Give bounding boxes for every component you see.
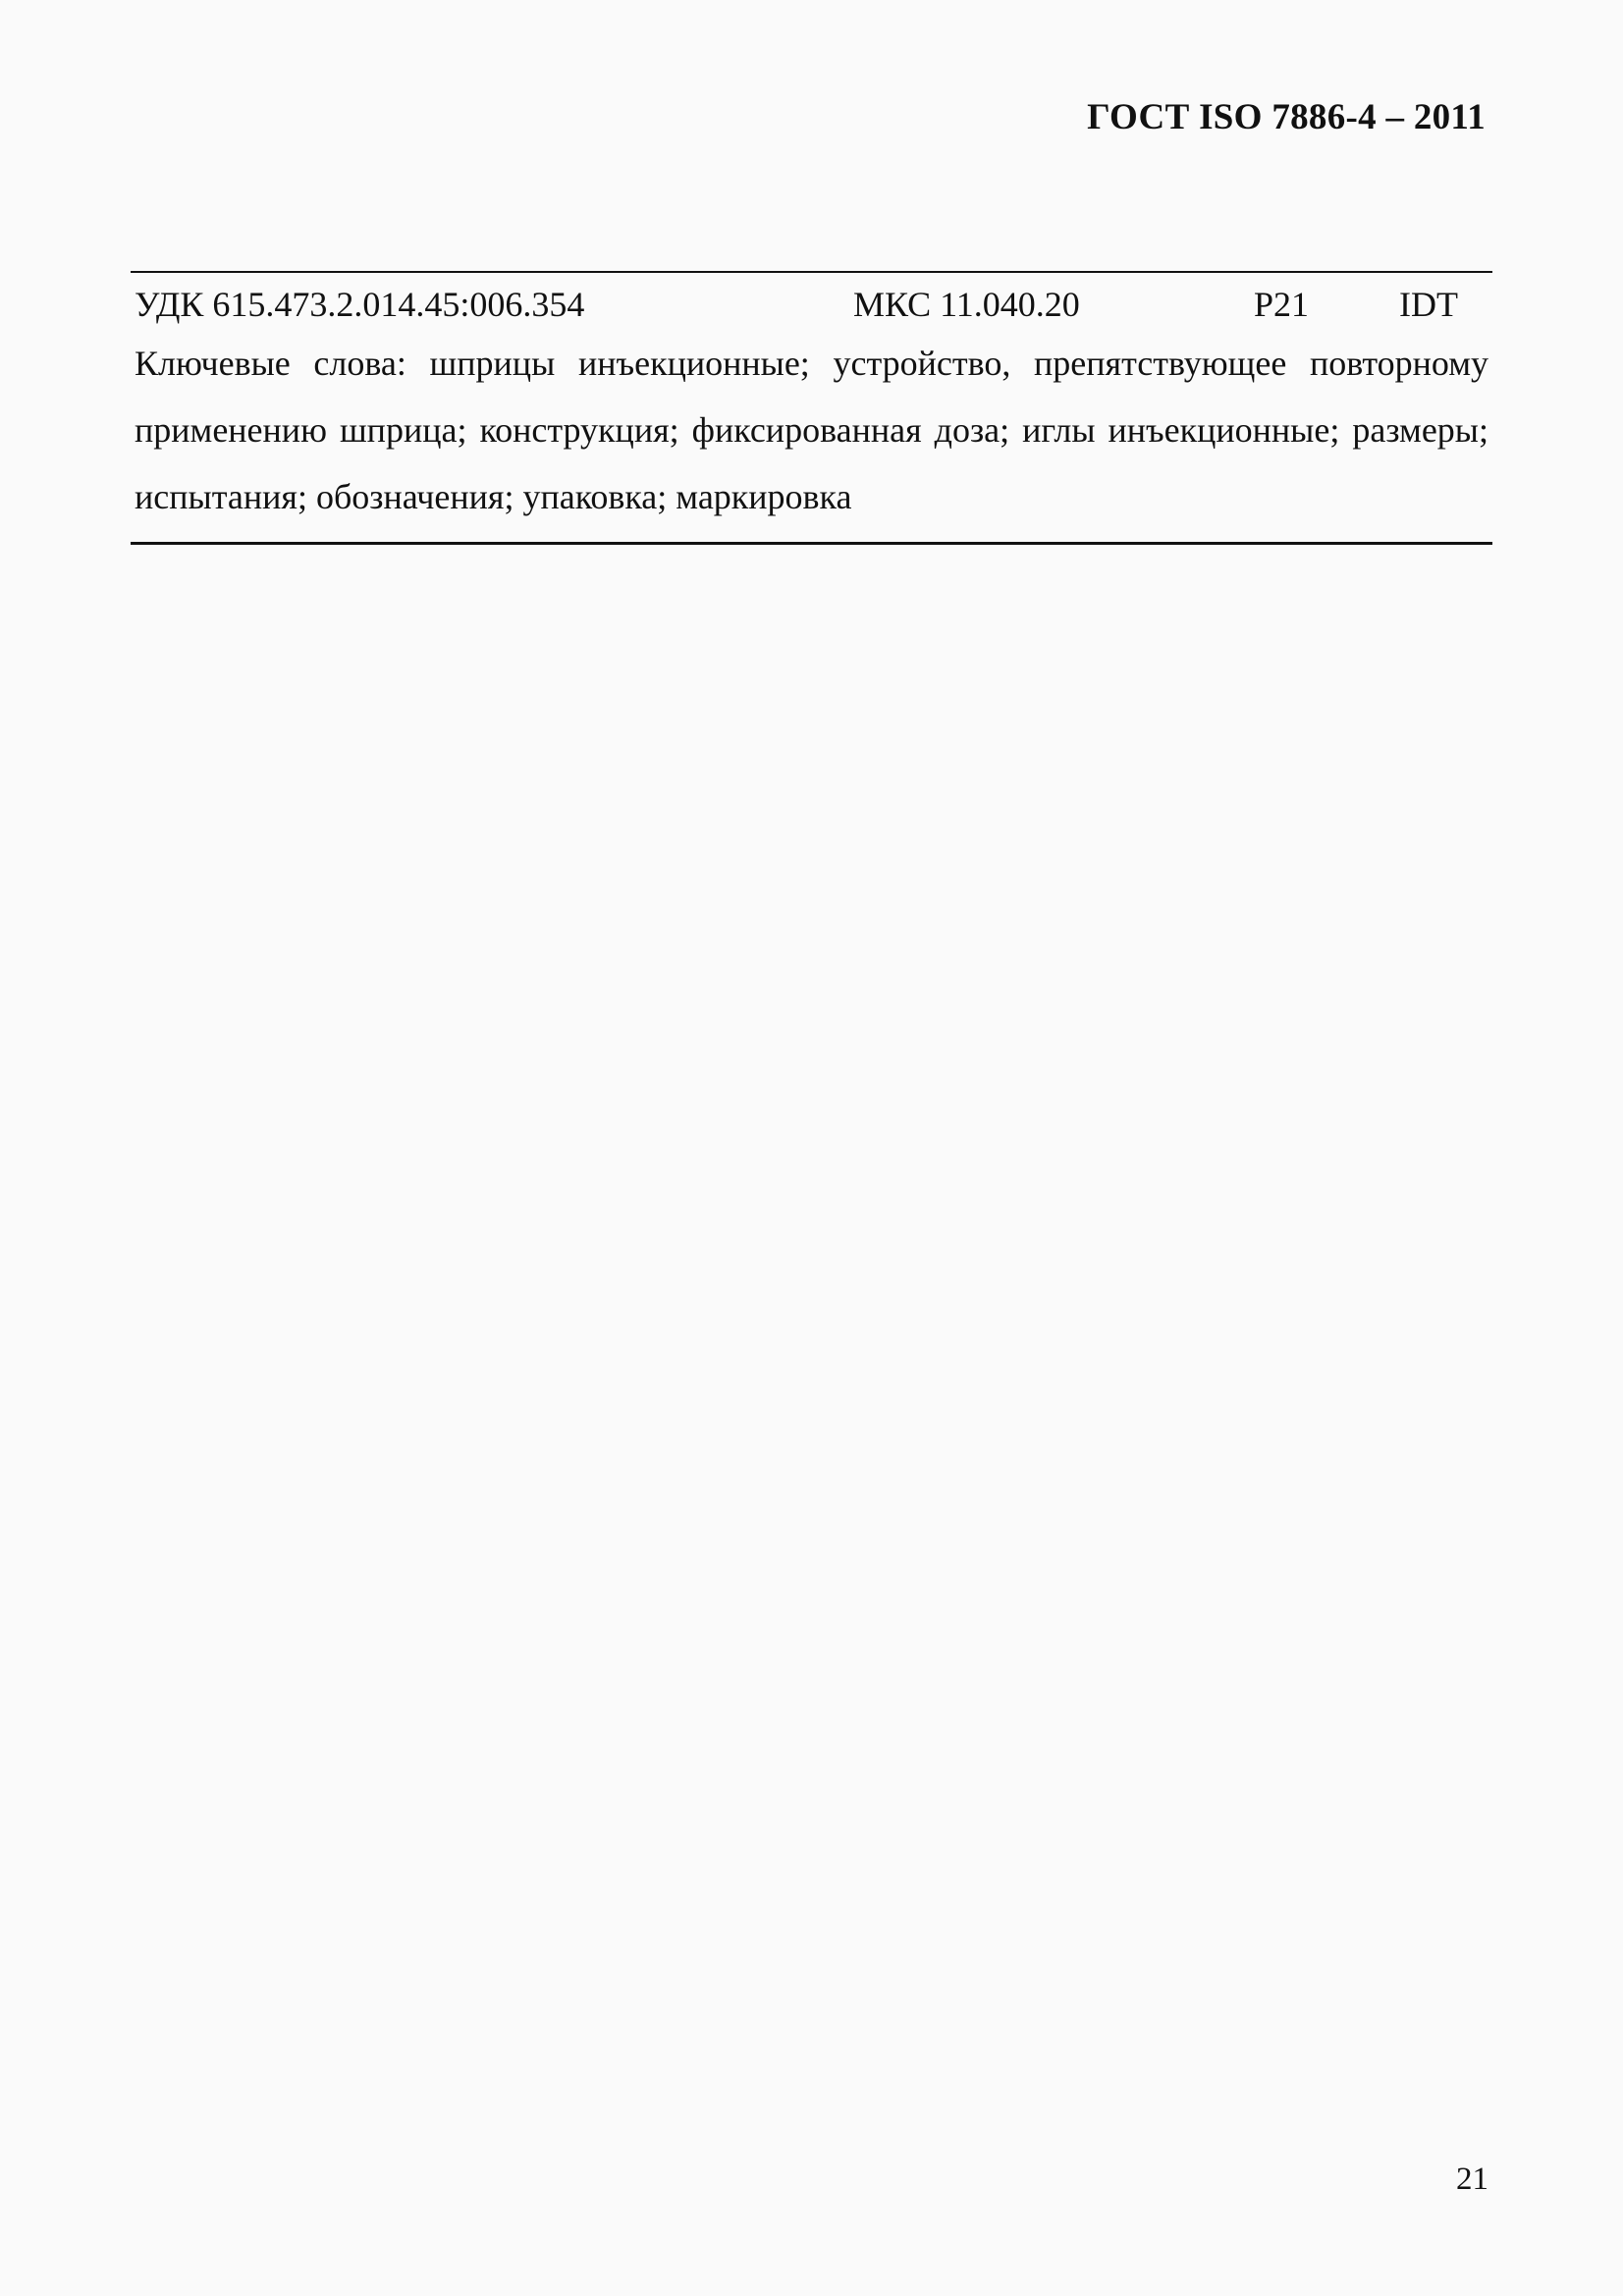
mks-code: МКС 11.040.20: [853, 285, 1080, 324]
udk-code: УДК 615.473.2.014.45:006.354: [135, 285, 585, 324]
degree-of-correspondence: IDT: [1399, 285, 1458, 324]
bibliographic-data-block: [131, 271, 1492, 545]
document-code-header: ГОСТ ISO 7886-4 – 2011: [1087, 97, 1486, 137]
classification-row: [131, 279, 1492, 330]
keywords-paragraph: Ключевые слова: шприцы инъекционные; устройство, препятствующее повторному применению шприца; конструкция; фиксированная доза; иглы инъекционные; размеры; испытания; обозначения; упаковка; маркировка: [135, 344, 1488, 516]
okp-group-code: Р21: [1254, 285, 1310, 324]
page-number: 21: [1456, 2162, 1488, 2197]
